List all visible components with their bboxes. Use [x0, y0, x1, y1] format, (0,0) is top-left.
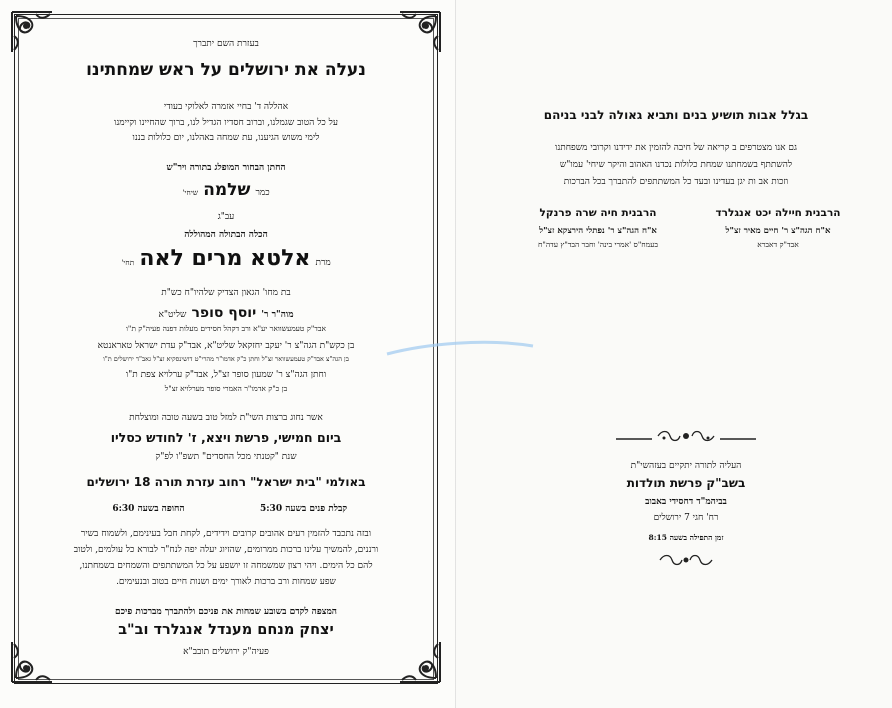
swoosh-mark [385, 336, 535, 360]
grandparent-2-line2: בעמח"ס 'אמרי בינה' וחבר הבד"ץ עדה"ח [537, 240, 659, 249]
bride-title: הכלה הבתולה המהוללה [184, 230, 268, 240]
closing-line-1: ובזה נתכבד להזמין רעים אהובים קרובים וידידים, לקחת חבל בעינימם, ולשמוח בשיר [80, 529, 372, 539]
verse: בגלל אבות תושיע בנים ותביא גאולה לבני בניהם [543, 108, 809, 122]
right-text-line-1: גם אנו מצטרפים ב קריאה של חיבה להזמין את ידידנו וקרובי משפחתנו [555, 143, 797, 153]
signoff: המצפה לקדם בשובע שמחות את פניכם ולהתברך מברכות פיכם [115, 607, 337, 617]
header-blessing: בעזרת השם יתברך [193, 39, 259, 49]
groom-line [30, 180, 422, 200]
event-times [30, 496, 422, 515]
groom-name: שלמה [203, 180, 251, 200]
lineage-line-2: וחתן הגה"צ ר' שמעון סופר זצ"ל, אבד"ק ערלויא צפת ת"ו [125, 370, 327, 380]
grandparent-2-name: הרבנית חיה שרה פרנקל [539, 207, 657, 219]
right-text-line-3: וזכות אב ות יגן בעדינו ובעד כל המשתתפים להתברך בכל הברכות [563, 177, 789, 187]
with-abbrev: עב"ג [217, 212, 235, 222]
aliyah-parsha: בשב"ק פרשת תולדות [626, 476, 746, 490]
announcement: אשר נחוג ברצות השי"ת למזל טוב בשעה טובה ומוצלחת [129, 413, 323, 423]
invitation-title: נעלה את ירושלים על ראש שמחתינו [86, 60, 366, 80]
bride-father-intro: בת מחו' הגאון הצדיק שלהיו"ח כש"ת [161, 288, 291, 298]
bride-father-prefix: מוה"ר ר' [261, 310, 294, 320]
aliyah-address: רח' חגי 7 ירושלים [653, 513, 719, 523]
lineage-line-1: בן כקש"ת הגה"צ ר' יעקב יחזקאל שליט"א, אבד"ק עדת ישראל טאראנטא [97, 341, 355, 351]
event-venue: באולמי "בית ישראל" רחוב עזרת תורה 18 ירושלים [86, 475, 366, 489]
event-year: שנת "קטנתי מכל החסדים" תשפ"ו לפ"ק [155, 452, 297, 462]
right-text-line-2: להשתתף בשמחתנו שמחת כלולות נכדנו האהוב והיקר שיחי' עמו"ש [559, 160, 793, 170]
closing-line-4: שפע שמחות ורב ברכות לאורך ימים ושנות חיים בטוב ובנעימים. [116, 577, 336, 587]
bride-name: אלטא מרים לאה [139, 246, 311, 271]
bride-suffix: תחי' [121, 258, 135, 267]
groom-title: החתן הבחור המופלג בתורה ויר"ש [166, 163, 286, 173]
divider-ornament-bottom [656, 552, 716, 566]
closing-line-3: להם כל הימים. ויהי רצון שמשמחה זו יושפע על כל המשתתפים והשמחים בשמחתנו, [79, 561, 373, 571]
grandparent-1-line1: א"ח הגה"צ ר' חיים מאיר זצ"ל [725, 226, 831, 236]
host-city: פעיה"ק ירושלים תובב"א [183, 647, 269, 657]
grandparent-1-line2: אבד"ק דאברא [757, 240, 799, 249]
reception-time: קבלת פנים בשעה 5:30 [259, 504, 348, 514]
aliyah-shul: בביהמ"ד דחסידי באבוב [645, 497, 727, 507]
grandparent-1-name: הרבנית חיילה יכט אנגלרד [715, 207, 841, 219]
groom-prefix: כמר [255, 188, 270, 198]
groom-suffix: שיחי' [182, 188, 199, 197]
intro-line-1: אהללה ד' בחיי אזמרה לאלוקי בעודי [163, 102, 289, 112]
aliyah-intro: העליה לתורה יתקיים בעזהשי"ת [630, 461, 742, 471]
bride-prefix: מרת [315, 258, 331, 268]
host-name: יצחק מנחם מענדל אנגלרד וב"ב [118, 622, 334, 638]
bride-father-suffix: שליט"א [158, 310, 187, 320]
bride-line [30, 246, 422, 271]
event-date: ביום חמישי, פרשת ויצא, ז' לחודש כסליו [110, 430, 342, 445]
chuppah-time: החופה בשעה 6:30 [112, 504, 185, 514]
father-titles: אבד"ק טעמעשוואר יע"א ורב דקהל חסידים מעלות דפנה פעיה"ק ת"ו [125, 324, 327, 333]
closing-line-2: ורננים, להמשיך עלינו ברכות ממרומים, שהזיוג יעלה יפה לנח"ר לבורא כל עולמים, ולטוב [73, 545, 379, 555]
bride-father-name: יוסף סופר [191, 305, 257, 321]
intro-line-2: על כל הטוב שגמלנו, וברוב חסדיו הגדיל לנו, ברוך שהחיינו וקיימנו [114, 118, 338, 128]
divider-ornament-top [616, 428, 756, 444]
lineage-line-2-sub: בן כ"ק אדמו"ר האמרי סופר מערלויא זצ"ל [164, 384, 288, 393]
aliyah-time: זמן התפילה בשעה 8:15 [648, 533, 724, 542]
bride-father-line [30, 302, 422, 321]
lineage-line-1-sub: בן הגה"צ אבד"ק טעמעשוואר זצ"ל וחתן כ"ק אדמו"ר מהרי"ט דושינסקיא זצ"ל גאב"ד ירושלים ת"ו [103, 355, 349, 363]
intro-line-3: לימי משוש הגיענו, עת שמחה באהלנו, יום כלולות בננו [132, 133, 320, 143]
grandparent-2-line1: א"ח הגה"צ ר' נפתלי הירצקא זצ"ל [539, 226, 657, 236]
